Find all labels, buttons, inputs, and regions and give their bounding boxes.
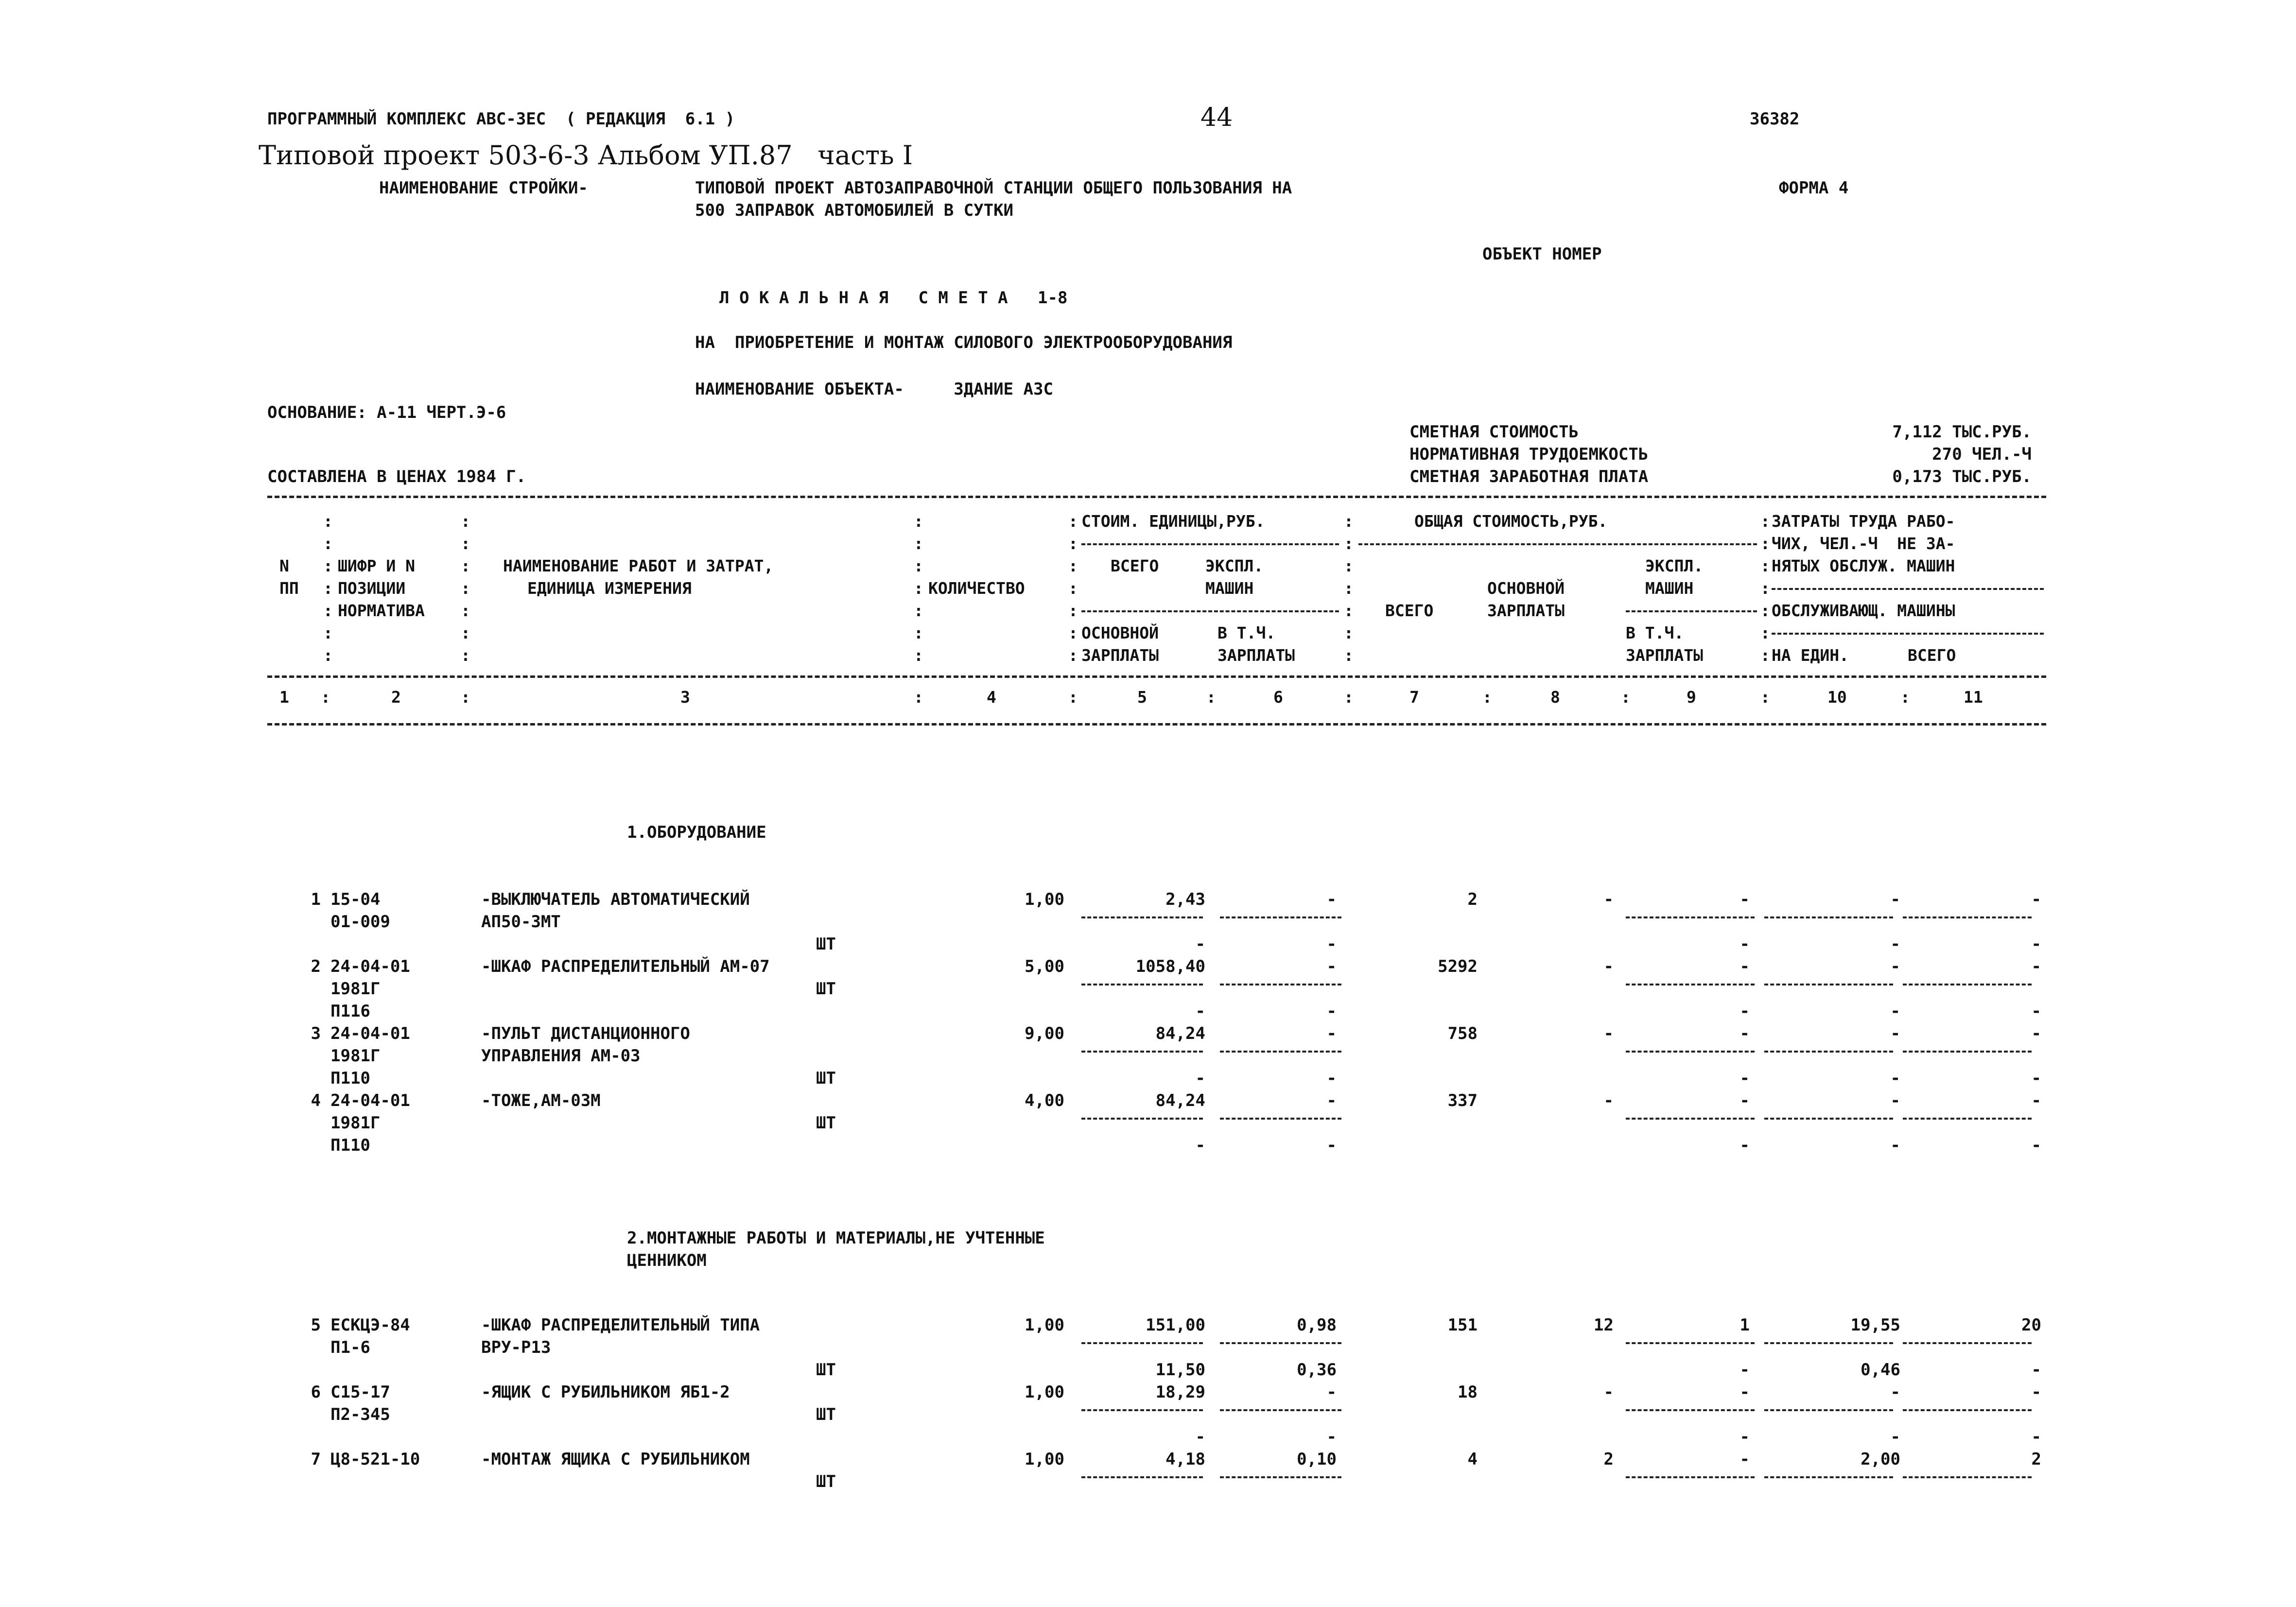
summary-label-labor: НОРМАТИВНАЯ ТРУДОЕМКОСТЬ bbox=[1409, 445, 1649, 464]
value-divider bbox=[1081, 1476, 1203, 1478]
cell-c10: 19,55 bbox=[1850, 1315, 1900, 1335]
cell-code: 1981Г bbox=[330, 979, 381, 999]
separator: : : : : : : : bbox=[1068, 512, 1078, 665]
header-total-mach-wage: ЗАРПЛАТЫ bbox=[1626, 646, 1703, 665]
value-divider bbox=[1626, 1342, 1755, 1344]
cell-c9: - bbox=[1739, 934, 1750, 954]
cell-c10: 2,00 bbox=[1861, 1450, 1900, 1469]
cell-c6: - bbox=[1326, 1091, 1337, 1110]
program-name: ПРОГРАММНЫЙ КОМПЛЕКС АВС-ЗЕС ( РЕДАКЦИЯ 6.1 ) bbox=[267, 109, 735, 129]
cell-c10: - bbox=[1890, 1002, 1900, 1021]
value-divider bbox=[1626, 1409, 1755, 1411]
summary-label-wage: СМЕТНАЯ ЗАРАБОТНАЯ ПЛАТА bbox=[1409, 467, 1649, 486]
cell-c11: - bbox=[2031, 934, 2041, 954]
cell-code: П2-345 bbox=[330, 1405, 390, 1424]
value-divider bbox=[1081, 1342, 1203, 1344]
column-number: 4 bbox=[987, 688, 996, 707]
project-line: Типовой проект 503-6-3 Альбом УП.87 часть I bbox=[259, 140, 913, 171]
separator: : : : : : : : bbox=[461, 512, 470, 665]
cell-c5: 1058,40 bbox=[1135, 957, 1205, 976]
cell-name: УПРАВЛЕНИЯ АМ-03 bbox=[481, 1046, 641, 1066]
cell-c9: - bbox=[1739, 1427, 1750, 1447]
cell-c11: - bbox=[2031, 890, 2041, 909]
cell-code: 01-009 bbox=[330, 912, 390, 932]
value-divider bbox=[1764, 1342, 1893, 1344]
basis: ОСНОВАНИЕ: А-11 ЧЕРТ.Э-6 bbox=[267, 403, 506, 422]
cell-c5: 11,50 bbox=[1155, 1360, 1205, 1380]
cell-c11: - bbox=[2031, 1360, 2041, 1380]
cell-c5: - bbox=[1195, 1002, 1205, 1021]
table-bottom-rule bbox=[267, 723, 2046, 726]
cell-c5: - bbox=[1195, 1136, 1205, 1155]
cell-c8: - bbox=[1603, 1091, 1614, 1110]
cell-c5: 151,00 bbox=[1146, 1315, 1205, 1335]
column-number: 1 bbox=[279, 688, 289, 707]
summary-value-wage: 0,173 ТЫС.РУБ. bbox=[1892, 467, 2032, 486]
header-subrule bbox=[1626, 610, 1757, 612]
value-divider bbox=[1220, 1409, 1341, 1411]
section-title: 1.ОБОРУДОВАНИЕ bbox=[627, 823, 766, 842]
cell-code: П1-6 bbox=[330, 1338, 370, 1357]
header-labor-serv: ОБСЛУЖИВАЮЩ. МАШИНЫ bbox=[1772, 601, 1955, 620]
cell-unit: ШТ bbox=[816, 1360, 836, 1380]
header-n: N bbox=[279, 556, 289, 575]
header-code: ПОЗИЦИИ bbox=[338, 579, 406, 598]
cell-code: 15-04 bbox=[330, 890, 381, 909]
cell-c10: - bbox=[1890, 1382, 1900, 1402]
cell-c6: - bbox=[1326, 1002, 1337, 1021]
cell-c5: - bbox=[1195, 934, 1205, 954]
value-divider bbox=[1764, 1051, 1893, 1053]
summary-value-cost: 7,112 ТЫС.РУБ. bbox=[1892, 422, 2032, 442]
cell-c6: - bbox=[1326, 1136, 1337, 1155]
cell-c5: 84,24 bbox=[1155, 1024, 1205, 1043]
cell-c11: - bbox=[2031, 1091, 2041, 1110]
value-divider bbox=[1220, 1051, 1341, 1053]
cell-c11: - bbox=[2031, 1136, 2041, 1155]
header-total-wage: ОСНОВНОЙ bbox=[1487, 579, 1565, 598]
cell-c6: 0,36 bbox=[1297, 1360, 1337, 1380]
cell-c10: - bbox=[1890, 1136, 1900, 1155]
cell-c9: - bbox=[1739, 1069, 1750, 1088]
summary-value-labor: 270 ЧЕЛ.-Ч bbox=[1932, 445, 2032, 464]
cell-unit: ШТ bbox=[816, 1113, 836, 1133]
cell-c9: - bbox=[1739, 957, 1750, 976]
header-labor: ЧИХ, ЧЕЛ.-Ч НЕ ЗА- bbox=[1772, 534, 1955, 553]
cell-c7: 2 bbox=[1467, 890, 1478, 909]
header-pp: ПП bbox=[279, 579, 299, 598]
cell-c5: 2,43 bbox=[1165, 890, 1205, 909]
cell-name: -ЯЩИК С РУБИЛЬНИКОМ ЯБ1-2 bbox=[481, 1382, 730, 1402]
cell-unit: ШТ bbox=[816, 1069, 836, 1088]
cell-c6: - bbox=[1326, 934, 1337, 954]
value-divider bbox=[1903, 1342, 2032, 1344]
value-divider bbox=[1220, 984, 1341, 985]
cell-c6: - bbox=[1326, 1069, 1337, 1088]
header-quantity: КОЛИЧЕСТВО bbox=[928, 579, 1025, 598]
cell-c8: 2 bbox=[1603, 1450, 1614, 1469]
column-number: 3 bbox=[680, 688, 690, 707]
cell-c9: - bbox=[1739, 890, 1750, 909]
estimate-subtitle: НА ПРИОБРЕТЕНИЕ И МОНТАЖ СИЛОВОГО ЭЛЕКТРООБОРУДОВАНИЯ bbox=[695, 333, 1233, 352]
cell-c5: 84,24 bbox=[1155, 1091, 1205, 1110]
header-subrule bbox=[1772, 588, 2044, 590]
cell-c8: - bbox=[1603, 890, 1614, 909]
cell-unit: ШТ bbox=[816, 1405, 836, 1424]
header-code: ШИФР И N bbox=[338, 556, 415, 575]
cell-qty: 1,00 bbox=[1025, 1450, 1064, 1469]
cell-name: -ПУЛЬТ ДИСТАНЦИОННОГО bbox=[481, 1024, 690, 1043]
cell-c6: - bbox=[1326, 1427, 1337, 1447]
cell-code: ЕСКЦЭ-84 bbox=[330, 1315, 410, 1335]
column-number: 2 bbox=[391, 688, 401, 707]
header-total-all: ВСЕГО bbox=[1385, 601, 1434, 620]
form-number: ФОРМА 4 bbox=[1779, 178, 1849, 198]
separator: : : : : : : : bbox=[323, 512, 333, 665]
cell-c6: - bbox=[1326, 1382, 1337, 1402]
cell-c7: 337 bbox=[1447, 1091, 1478, 1110]
construction-line-1: ТИПОВОЙ ПРОЕКТ АВТОЗАПРАВОЧНОЙ СТАНЦИИ ОБЩЕГО ПОЛЬЗОВАНИЯ НА bbox=[695, 178, 1292, 198]
cell-c10: - bbox=[1890, 1091, 1900, 1110]
cell-c10: - bbox=[1890, 890, 1900, 909]
table-top-rule bbox=[267, 496, 2046, 498]
section-title: 2.МОНТАЖНЫЕ РАБОТЫ И МАТЕРИАЛЫ,НЕ УЧТЕННЫЕ bbox=[627, 1228, 1045, 1248]
cell-n: 4 bbox=[311, 1091, 321, 1110]
column-number: 6 bbox=[1273, 688, 1283, 707]
value-divider bbox=[1626, 1118, 1755, 1120]
cell-c10: - bbox=[1890, 1427, 1900, 1447]
cell-c10: - bbox=[1890, 1069, 1900, 1088]
value-divider bbox=[1626, 916, 1755, 918]
header-unit-cost: СТОИМ. ЕДИНИЦЫ,РУБ. bbox=[1081, 512, 1265, 531]
construction-label: НАИМЕНОВАНИЕ СТРОЙКИ- bbox=[379, 178, 588, 198]
value-divider bbox=[1764, 984, 1893, 985]
column-number: 8 bbox=[1550, 688, 1560, 707]
page-number: 44 bbox=[1200, 103, 1233, 132]
header-unit-mach: МАШИН bbox=[1205, 579, 1254, 598]
value-divider bbox=[1903, 984, 2032, 985]
header-unit-mach: ЭКСПЛ. bbox=[1205, 556, 1264, 575]
cell-n: 6 bbox=[311, 1382, 321, 1402]
header-unit-total: ВСЕГО bbox=[1111, 556, 1159, 575]
header-labor: ЗАТРАТЫ ТРУДА РАБО- bbox=[1772, 512, 1955, 531]
summary-label-cost: СМЕТНАЯ СТОИМОСТЬ bbox=[1409, 422, 1579, 442]
cell-n: 1 bbox=[311, 890, 321, 909]
cell-qty: 1,00 bbox=[1025, 890, 1064, 909]
cell-c7: 758 bbox=[1447, 1024, 1478, 1043]
value-divider bbox=[1764, 1118, 1893, 1120]
value-divider bbox=[1764, 1476, 1893, 1478]
column-number: 11 bbox=[1964, 688, 1983, 707]
header-total-mach: ЭКСПЛ. bbox=[1645, 556, 1704, 575]
cell-unit: ШТ bbox=[816, 979, 836, 999]
table-header-rule bbox=[267, 675, 2046, 678]
value-divider bbox=[1903, 1118, 2032, 1120]
cell-c11: 20 bbox=[2021, 1315, 2041, 1335]
construction-line-2: 500 ЗАПРАВОК АВТОМОБИЛЕЙ В СУТКИ bbox=[695, 201, 1014, 220]
value-divider bbox=[1220, 1118, 1341, 1120]
cell-code: П110 bbox=[330, 1069, 370, 1088]
cell-c11: 2 bbox=[2031, 1450, 2041, 1469]
cell-c11: - bbox=[2031, 1002, 2041, 1021]
separator: : : : : : : : bbox=[1760, 512, 1770, 665]
header-unit-wage: ОСНОВНОЙ bbox=[1081, 623, 1159, 642]
cell-n: 7 bbox=[311, 1450, 321, 1469]
object-name: НАИМЕНОВАНИЕ ОБЪЕКТА- ЗДАНИЕ АЗС bbox=[695, 380, 1053, 399]
cell-c5: - bbox=[1195, 1069, 1205, 1088]
header-unit-mach-wage: В Т.Ч. bbox=[1218, 623, 1276, 642]
value-divider bbox=[1626, 984, 1755, 985]
cell-name: -ВЫКЛЮЧАТЕЛЬ АВТОМАТИЧЕСКИЙ bbox=[481, 890, 750, 909]
column-number: 9 bbox=[1687, 688, 1696, 707]
cell-n: 3 bbox=[311, 1024, 321, 1043]
cell-c11: - bbox=[2031, 1069, 2041, 1088]
value-divider bbox=[1903, 1409, 2032, 1411]
header-labor: НЯТЫХ ОБСЛУЖ. МАШИН bbox=[1772, 556, 1955, 575]
cell-code: 1981Г bbox=[330, 1113, 381, 1133]
value-divider bbox=[1220, 916, 1341, 918]
cell-c11: - bbox=[2031, 1382, 2041, 1402]
header-name: ЕДИНИЦА ИЗМЕРЕНИЯ bbox=[527, 579, 692, 598]
cell-c10: - bbox=[1890, 1024, 1900, 1043]
column-number: 10 bbox=[1827, 688, 1847, 707]
document-code: 36382 bbox=[1750, 109, 1800, 129]
value-divider bbox=[1764, 916, 1893, 918]
cell-c9: - bbox=[1739, 1024, 1750, 1043]
cell-c11: - bbox=[2031, 1024, 2041, 1043]
cell-c8: - bbox=[1603, 957, 1614, 976]
value-divider bbox=[1903, 916, 2032, 918]
header-total-wage: ЗАРПЛАТЫ bbox=[1487, 601, 1565, 620]
cell-code: 24-04-01 bbox=[330, 1024, 410, 1043]
value-divider bbox=[1220, 1342, 1341, 1344]
cell-qty: 5,00 bbox=[1025, 957, 1064, 976]
estimate-title: Л О К А Л Ь Н А Я С М Е Т А 1-8 bbox=[719, 288, 1068, 308]
cell-qty: 1,00 bbox=[1025, 1315, 1064, 1335]
cell-c9: - bbox=[1739, 1091, 1750, 1110]
separator: : : : : : : : bbox=[914, 512, 923, 665]
cell-c10: - bbox=[1890, 957, 1900, 976]
cell-c8: - bbox=[1603, 1382, 1614, 1402]
header-subrule bbox=[1081, 543, 1339, 545]
cell-name: -ШКАФ РАСПРЕДЕЛИТЕЛЬНЫЙ АМ-07 bbox=[481, 957, 770, 976]
cell-c6: - bbox=[1326, 890, 1337, 909]
header-unit-mach-wage: ЗАРПЛАТЫ bbox=[1218, 646, 1295, 665]
header-total-cost: ОБЩАЯ СТОИМОСТЬ,РУБ. bbox=[1414, 512, 1608, 531]
cell-c10: 0,46 bbox=[1861, 1360, 1900, 1380]
separator: : : : : : : : bbox=[1344, 512, 1354, 665]
cell-c11: - bbox=[2031, 957, 2041, 976]
cell-c8: - bbox=[1603, 1024, 1614, 1043]
cell-c8: 12 bbox=[1594, 1315, 1614, 1335]
header-unit-wage: ЗАРПЛАТЫ bbox=[1081, 646, 1159, 665]
value-divider bbox=[1903, 1476, 2032, 1478]
value-divider bbox=[1081, 984, 1203, 985]
cell-c6: 0,10 bbox=[1297, 1450, 1337, 1469]
cell-c9: - bbox=[1739, 1382, 1750, 1402]
column-number: 7 bbox=[1409, 688, 1419, 707]
cell-name: -МОНТАЖ ЯЩИКА С РУБИЛЬНИКОМ bbox=[481, 1450, 750, 1469]
cell-c5: - bbox=[1195, 1427, 1205, 1447]
header-subrule bbox=[1358, 543, 1757, 545]
cell-c9: 1 bbox=[1739, 1315, 1750, 1335]
cell-c6: 0,98 bbox=[1297, 1315, 1337, 1335]
header-labor-unit: НА ЕДИН. bbox=[1772, 646, 1849, 665]
cell-c11: - bbox=[2031, 1427, 2041, 1447]
value-divider bbox=[1081, 1118, 1203, 1120]
cell-c5: 18,29 bbox=[1155, 1382, 1205, 1402]
cell-name: -ШКАФ РАСПРЕДЕЛИТЕЛЬНЫЙ ТИПА bbox=[481, 1315, 760, 1335]
cell-n: 5 bbox=[311, 1315, 321, 1335]
cell-code: Ц8-521-10 bbox=[330, 1450, 420, 1469]
value-divider bbox=[1220, 1476, 1341, 1478]
value-divider bbox=[1081, 1409, 1203, 1411]
cell-c7: 4 bbox=[1467, 1450, 1478, 1469]
cell-code: П110 bbox=[330, 1136, 370, 1155]
cell-code: С15-17 bbox=[330, 1382, 390, 1402]
value-divider bbox=[1081, 1051, 1203, 1053]
cell-c6: - bbox=[1326, 957, 1337, 976]
header-name: НАИМЕНОВАНИЕ РАБОТ И ЗАТРАТ, bbox=[503, 556, 774, 575]
cell-c9: - bbox=[1739, 1360, 1750, 1380]
cell-code: 24-04-01 bbox=[330, 957, 410, 976]
value-divider bbox=[1626, 1476, 1755, 1478]
cell-code: П116 bbox=[330, 1002, 370, 1021]
value-divider bbox=[1764, 1409, 1893, 1411]
cell-c10: - bbox=[1890, 934, 1900, 954]
value-divider bbox=[1626, 1051, 1755, 1053]
cell-c9: - bbox=[1739, 1002, 1750, 1021]
value-divider bbox=[1081, 916, 1203, 918]
header-total-mach: МАШИН bbox=[1645, 579, 1694, 598]
cell-c7: 151 bbox=[1447, 1315, 1478, 1335]
cell-code: 1981Г bbox=[330, 1046, 381, 1066]
cell-code: 24-04-01 bbox=[330, 1091, 410, 1110]
cell-qty: 1,00 bbox=[1025, 1382, 1064, 1402]
header-total-mach-wage: В Т.Ч. bbox=[1626, 623, 1684, 642]
value-divider bbox=[1903, 1051, 2032, 1053]
header-subrule bbox=[1081, 610, 1339, 612]
cell-c9: - bbox=[1739, 1450, 1750, 1469]
cell-c6: - bbox=[1326, 1024, 1337, 1043]
cell-n: 2 bbox=[311, 957, 321, 976]
cell-c9: - bbox=[1739, 1136, 1750, 1155]
cell-unit: ШТ bbox=[816, 1472, 836, 1491]
object-number: ОБЪЕКТ НОМЕР bbox=[1482, 244, 1602, 264]
price-level: СОСТАВЛЕНА В ЦЕНАХ 1984 Г. bbox=[267, 467, 526, 486]
cell-c7: 5292 bbox=[1438, 957, 1478, 976]
cell-name: -ТОЖЕ,АМ-03М bbox=[481, 1091, 601, 1110]
header-subrule bbox=[1772, 633, 2044, 635]
section-title: ЦЕННИКОМ bbox=[627, 1251, 707, 1270]
column-number: 5 bbox=[1137, 688, 1147, 707]
header-code: НОРМАТИВА bbox=[338, 601, 425, 620]
cell-unit: ШТ bbox=[816, 934, 836, 954]
header-labor-total: ВСЕГО bbox=[1908, 646, 1956, 665]
cell-c7: 18 bbox=[1458, 1382, 1478, 1402]
cell-c5: 4,18 bbox=[1165, 1450, 1205, 1469]
cell-qty: 4,00 bbox=[1025, 1091, 1064, 1110]
cell-name: АП50-3МТ bbox=[481, 912, 561, 932]
cell-qty: 9,00 bbox=[1025, 1024, 1064, 1043]
cell-name: ВРУ-Р13 bbox=[481, 1338, 551, 1357]
